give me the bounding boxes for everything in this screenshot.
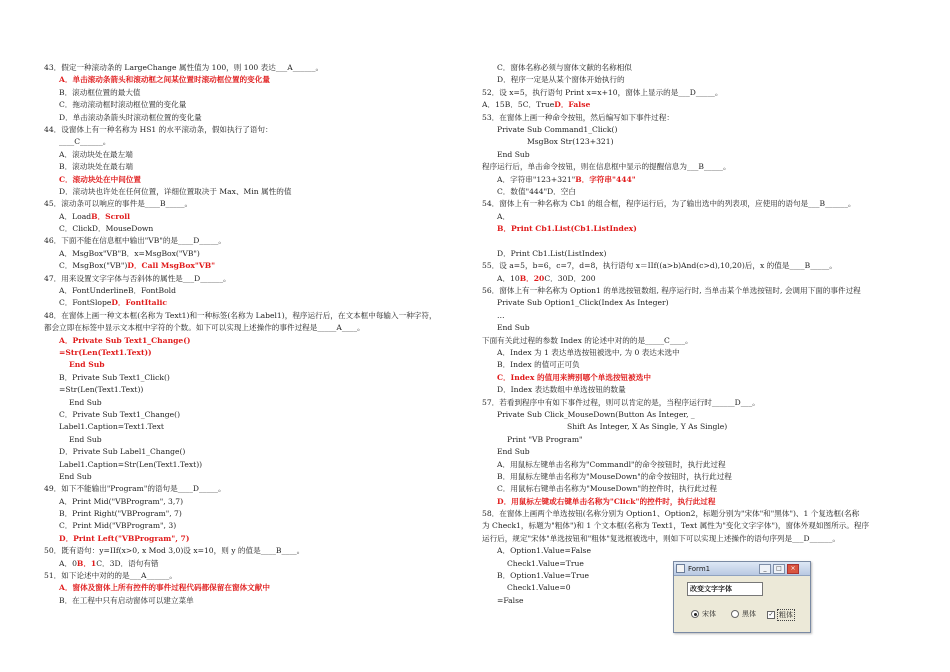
line-text: C．FontSlope xyxy=(59,298,112,308)
line-text: 52．设 x=5，执行语句 Print x=x+10，窗体上显示的是___D_____。 xyxy=(482,87,723,97)
line-text: A．Load xyxy=(59,211,92,221)
line-text: D．Print Cb1.List(ListIndex) xyxy=(497,248,607,258)
line-text: C．窗体名称必须与窗体文献的名称相似 xyxy=(497,63,632,72)
text-line xyxy=(44,347,462,359)
line-text: 55．设 a=5，b=6，c=7，d=8，执行语句 x＝IIf((a>b)And(c>d),10,20)后，x 的值是____B_____。 xyxy=(482,261,837,271)
text-line xyxy=(482,384,912,396)
line-text: End Sub xyxy=(497,323,530,333)
line-text: B．Option1.Value=True xyxy=(497,571,590,581)
text-line xyxy=(44,582,462,594)
text-line xyxy=(482,434,912,446)
text-line xyxy=(44,74,462,86)
line-text: Private Sub Option1_Click(Index As Integer) xyxy=(497,298,669,308)
text-line xyxy=(482,545,912,557)
line-text: D．滚动块也许处在任何位置，详细位置取决于 Max、Min 属性的值 xyxy=(59,186,292,196)
close-button[interactable]: × xyxy=(787,564,799,574)
form1-titlebar[interactable] xyxy=(674,562,810,576)
line-text: A．15B．5C．True xyxy=(482,100,555,110)
answer-text: B．Scroll xyxy=(91,211,131,221)
check1-checkbox[interactable] xyxy=(767,609,795,621)
option1-radio[interactable] xyxy=(691,609,716,619)
line-text: 58．在窗体上画两个单选按钮(名称分别为 Option1、Option2，标题分别为"宋体"和"黑体")、1 个复选框(名称 xyxy=(482,509,860,519)
line-text: C．ClickD．MouseDown xyxy=(59,224,154,234)
line-text: C．滚动块处在中间位置 xyxy=(59,174,141,184)
text-line xyxy=(44,459,462,471)
form1-window xyxy=(673,561,811,633)
line-text: 43．假定一种滚动条的 LargeChange 属性值为 100，则 100 表达___A______。 xyxy=(44,63,324,72)
line-text: End Sub xyxy=(59,471,92,481)
line-text: 下面有关此过程的参数 Index 的论述中对的的是_____C____。 xyxy=(482,335,693,345)
text-line xyxy=(482,421,912,433)
text-line xyxy=(482,459,912,471)
text-line xyxy=(482,99,912,111)
line-text: 54．窗体上有一种名称为 Cb1 的组合框，程序运行后，为了输出选中的列表项，应使用的语句是___B______。 xyxy=(482,199,856,209)
text-line xyxy=(482,446,912,458)
line-text: Check1.Value=0 xyxy=(507,583,571,593)
text-line xyxy=(44,570,462,582)
text-line xyxy=(44,285,462,297)
line-text: C．拖动滚动框时滚动框位置的变化量 xyxy=(59,100,187,110)
text-line xyxy=(44,186,462,198)
text-line xyxy=(482,520,912,532)
line-text: 程序运行后，单击命令按钮，则在信息框中显示的提醒信息为___B_____。 xyxy=(482,162,731,172)
text-line xyxy=(44,545,462,557)
text-line xyxy=(482,496,912,508)
line-text: A．窗体及窗体上所有控件的事件过程代码都保留在窗体文献中 xyxy=(59,583,270,593)
text-line xyxy=(44,533,462,545)
line-text: A．单击滚动条箭头和滚动框之间某位置时滚动框位置的变化量 xyxy=(59,75,270,85)
line-text: D．程序一定是从某个窗体开始执行的 xyxy=(497,75,625,85)
text-line xyxy=(44,198,462,210)
text1-textbox[interactable]: 改变文字字体 xyxy=(687,582,763,596)
line-text: 49．如下不能输出"Program"的语句是____D_____。 xyxy=(44,484,226,494)
line-text: MsgBox Str(123+321) xyxy=(527,137,614,147)
text-line xyxy=(44,322,462,334)
text-line xyxy=(44,211,462,223)
line-text: D．Private Sub Label1_Change() xyxy=(59,447,186,457)
text-line xyxy=(482,508,912,520)
text-line xyxy=(44,434,462,446)
minimize-button[interactable]: _ xyxy=(759,564,771,574)
text-line xyxy=(44,297,462,309)
text-line xyxy=(44,595,462,607)
text-line xyxy=(482,124,912,136)
line-text: ____C______。 xyxy=(59,137,111,147)
text-line xyxy=(44,496,462,508)
answer-text: D．Call MsgBox"VB" xyxy=(127,261,216,271)
answer-text: D．FontItalic xyxy=(111,298,167,308)
line-text: A．0 xyxy=(59,558,77,568)
text-line xyxy=(44,124,462,136)
line-text: 57．若看到程序中有如下事件过程，则可以肯定的是，当程序运行时______D___。 xyxy=(482,397,760,407)
line-text: B．Print Right("VBProgram", 7) xyxy=(59,509,182,519)
line-text: 46．下面不能在信息框中输出"VB"的是____D_____。 xyxy=(44,236,226,246)
line-text: C．Print Mid("VBProgram", 3) xyxy=(59,521,177,531)
text-line xyxy=(482,112,912,124)
line-text: End Sub xyxy=(497,447,530,457)
line-text: B．在工程中只有启动窗体可以建立菜单 xyxy=(59,595,194,605)
line-text: End Sub xyxy=(69,397,102,407)
line-text: 53．在窗体上画一种命令按钮，然后编写如下事件过程： xyxy=(482,112,674,122)
text-line xyxy=(44,260,462,272)
text-line xyxy=(482,322,912,334)
text-line xyxy=(44,397,462,409)
maximize-button[interactable]: □ xyxy=(773,564,785,574)
line-text: A．FontUnderlineB．FontBold xyxy=(59,286,176,296)
line-text: =Str(Len(Text1.Text)) xyxy=(59,385,144,395)
text-line xyxy=(482,297,912,309)
text-line xyxy=(482,198,912,210)
text-line xyxy=(44,520,462,532)
line-text: B．Print Cb1.List(Cb1.ListIndex) xyxy=(497,224,637,234)
text-line xyxy=(482,533,912,545)
text-line xyxy=(44,310,462,322)
line-text: A．Index 为 1 表达单选按钮被选中, 为 0 表达未选中 xyxy=(497,347,680,357)
line-text: B．Index 的值可正可负 xyxy=(497,360,580,370)
text-line xyxy=(482,347,912,359)
text-line xyxy=(44,136,462,148)
line-text: 47．用来设置文字字体与否斜体的属性是___D______。 xyxy=(44,273,231,283)
line-text: Private Sub Command1_Click() xyxy=(497,124,618,134)
text-line xyxy=(482,397,912,409)
text-line xyxy=(44,359,462,371)
text-line xyxy=(44,248,462,260)
line-text: Print "VB Program" xyxy=(507,434,583,444)
line-text: 运行后，规定"宋体"单选按钮和"粗体"复选框被选中，则如下可以实现上述操作的语句序列是___D______。 xyxy=(482,533,840,543)
text-line xyxy=(44,273,462,285)
text-line xyxy=(482,409,912,421)
text-line xyxy=(482,87,912,99)
text-line xyxy=(44,223,462,235)
text-line xyxy=(482,136,912,148)
line-text: 50．既有语句：y=IIf(x>0, x Mod 3,0)设 x=10，则 y 的值是____B____。 xyxy=(44,546,305,556)
text-line xyxy=(44,483,462,495)
line-text: 45．滚动条可以响应的事件是____B_____。 xyxy=(44,199,193,209)
text-line xyxy=(482,223,912,235)
radio-icon xyxy=(691,610,699,618)
line-text: B．滚动块处在最右端 xyxy=(59,162,133,172)
line-text: C．Private Sub Text1_Change() xyxy=(59,409,181,419)
text-line xyxy=(482,149,912,161)
line-text: Private Sub Click_MouseDown(Button As Integer, _ xyxy=(497,409,695,419)
option1-label: 宋体 xyxy=(702,610,716,618)
text-line xyxy=(482,74,912,86)
line-text: A．MsgBox"VB"B．x=MsgBox("VB") xyxy=(59,248,200,258)
text-line xyxy=(44,384,462,396)
check-icon: ✓ xyxy=(768,611,774,618)
text-line xyxy=(482,186,912,198)
right-column xyxy=(482,62,912,607)
text-line xyxy=(44,174,462,186)
answer-text: B．1 xyxy=(76,558,97,568)
check1-label: 粗体 xyxy=(779,611,793,619)
line-text: B．用鼠标左键单击名称为"MouseDown"的命令按钮时，执行此过程 xyxy=(497,471,732,481)
line-text: B．Private Sub Text1_Click() xyxy=(59,372,170,382)
text-line xyxy=(482,174,912,186)
line-text: … xyxy=(497,310,505,320)
line-text: End Sub xyxy=(497,149,530,159)
line-text: =False xyxy=(497,595,524,605)
window-title: Form1 xyxy=(688,564,711,573)
line-text: A．Option1.Value=False xyxy=(497,546,591,556)
line-text: A．字符串"123+321" xyxy=(497,174,576,184)
line-text: D．Print Left("VBProgram", 7) xyxy=(59,533,190,543)
text-line xyxy=(482,161,912,173)
line-text-tail: C．3D．语句有错 xyxy=(96,558,159,568)
line-text: A．10 xyxy=(497,273,520,283)
line-text: C．MsgBox("VB") xyxy=(59,261,128,271)
radio-icon xyxy=(731,610,739,618)
text-line xyxy=(482,273,912,285)
text-line xyxy=(482,248,912,260)
text-line xyxy=(44,112,462,124)
text-line xyxy=(482,310,912,322)
line-text: 48．在窗体上画一种文本框(名称为 Text1)和一种标签(名称为 Label1)，程序运行后，在文本框中每输入一种字符， xyxy=(44,310,437,320)
answer-text: B．字符串"444" xyxy=(575,174,636,184)
app-icon xyxy=(676,564,685,573)
line-text: B．滚动框位置的最大值 xyxy=(59,87,141,97)
line-text: C．数值"444"D．空白 xyxy=(497,186,576,196)
text-line xyxy=(482,335,912,347)
text-line xyxy=(44,87,462,99)
line-text: A．Print Mid("VBProgram", 3,7) xyxy=(59,496,184,506)
line-text: A．Private Sub Text1_Change() xyxy=(59,335,191,345)
text-line xyxy=(482,235,912,247)
answer-text: B．20 xyxy=(519,273,545,283)
line-text: 都会立即在标签中显示文本框中字符的个数。如下可以实现上述操作的事件过程是_____A____。 xyxy=(44,323,365,333)
option2-radio[interactable] xyxy=(731,609,756,619)
text-line xyxy=(44,99,462,111)
line-text: A．用鼠标左键单击名称为"Commandl"的命令按钮时，执行此过程 xyxy=(497,459,726,469)
text-line xyxy=(482,211,912,223)
line-text: D．用鼠标左键或右键单击名称为"Click"的控件时，执行此过程 xyxy=(497,496,716,506)
text-line xyxy=(44,372,462,384)
line-text: D．单击滚动条箭头时滚动框位置的变化量 xyxy=(59,112,202,122)
text-line xyxy=(44,235,462,247)
line-text: Label1.Caption=Str(Len(Text1.Text)) xyxy=(59,459,203,469)
line-text: 51．如下论述中对的的是___A______。 xyxy=(44,571,177,581)
text-line xyxy=(482,372,912,384)
answer-text: D．False xyxy=(554,100,591,110)
text-line xyxy=(44,335,462,347)
line-text: End Sub xyxy=(69,360,105,370)
text-line xyxy=(44,409,462,421)
line-text: Check1.Value=True xyxy=(507,558,584,568)
line-text: A． xyxy=(497,211,511,221)
option2-label: 黑体 xyxy=(742,610,756,618)
line-text: C．用鼠标右键单击名称为"MouseDown"的控件时，执行此过程 xyxy=(497,484,717,494)
text-line xyxy=(482,62,912,74)
line-text: D．Index 表达数组中单选按钮的数量 xyxy=(497,385,626,395)
text-line xyxy=(44,446,462,458)
text-line xyxy=(44,161,462,173)
line-text: C．Index 的值用来辨别哪个单选按钮被选中 xyxy=(497,372,651,382)
text-line xyxy=(482,260,912,272)
line-text: =Str(Len(Text1.Text)) xyxy=(59,347,152,357)
line-text: 44．设窗体上有一种名称为 HS1 的水平滚动条，假如执行了语句： xyxy=(44,124,273,134)
text-line xyxy=(482,471,912,483)
text-line xyxy=(44,558,462,570)
text-line xyxy=(44,149,462,161)
text-line xyxy=(44,421,462,433)
line-text: 为 Check1，标题为"粗体")和 1 个文本框(名称为 Text1，Text 属性为"变化文字字体")，窗体外观如图所示。程序 xyxy=(482,521,870,531)
text-line xyxy=(482,359,912,371)
text-line xyxy=(44,508,462,520)
text-line xyxy=(482,285,912,297)
line-text: Shift As Integer, X As Single, Y As Single) xyxy=(567,422,728,432)
line-text-tail: C．30D．200 xyxy=(544,273,596,283)
line-text: Label1.Caption=Text1.Text xyxy=(59,422,164,432)
line-text: A．滚动块处在最左端 xyxy=(59,149,133,159)
text-line xyxy=(482,483,912,495)
left-column xyxy=(44,62,462,607)
line-text: End Sub xyxy=(69,434,102,444)
text-line xyxy=(44,471,462,483)
text-line xyxy=(44,62,462,74)
line-text: 56．窗体上有一种名称为 Option1 的单选按钮数组, 程序运行时, 当单击某个单选按钮时, 会调用下面的事件过程 xyxy=(482,286,861,296)
